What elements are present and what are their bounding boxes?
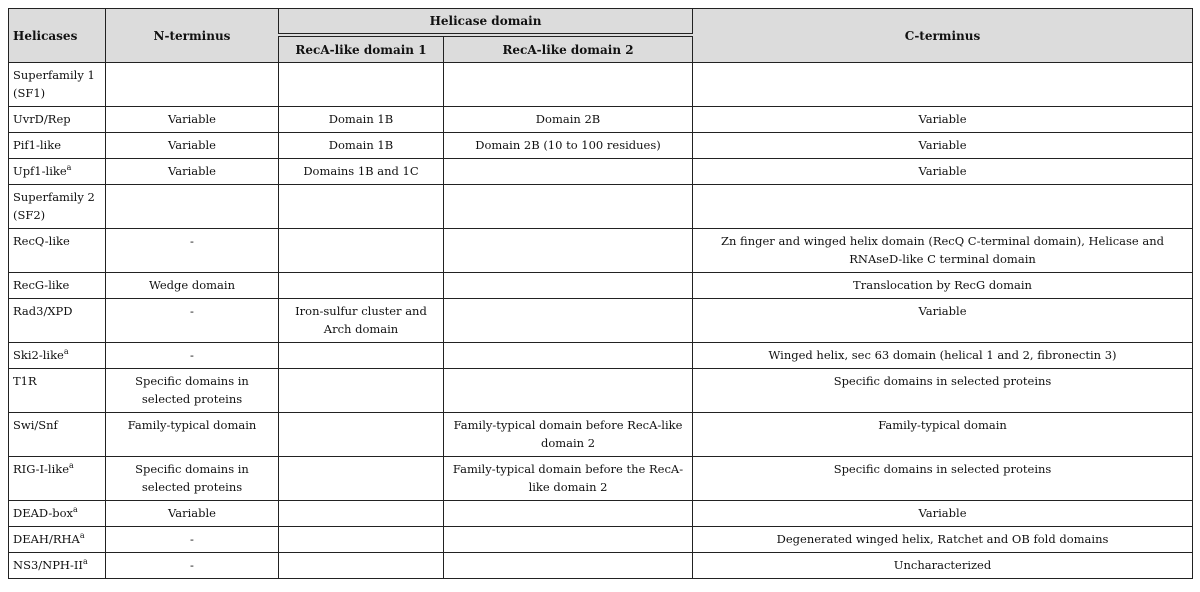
c-terminus-cell: Specific domains in selected proteins bbox=[693, 457, 1193, 501]
n-terminus-cell: Variable bbox=[106, 133, 279, 159]
reca-domain-1-cell bbox=[279, 369, 444, 413]
table-row bbox=[9, 185, 1193, 229]
c-terminus-cell: Variable bbox=[693, 299, 1193, 343]
helicase-name: RIG-I-like bbox=[13, 462, 70, 476]
reca-domain-2-cell bbox=[444, 343, 693, 369]
n-terminus-cell: - bbox=[106, 229, 279, 273]
n-terminus-cell: - bbox=[106, 343, 279, 369]
helicase-name: Rad3/XPD bbox=[13, 304, 73, 318]
n-terminus-cell: Variable bbox=[106, 501, 279, 527]
reca-domain-1-cell bbox=[279, 185, 444, 229]
helicase-name: RecG-like bbox=[13, 278, 70, 292]
reca-domain-2-cell bbox=[444, 369, 693, 413]
n-terminus-cell: Variable bbox=[106, 159, 279, 185]
helicase-domain-table bbox=[8, 8, 1193, 579]
reca-domain-2-cell bbox=[444, 159, 693, 185]
reca-domain-1-cell: Domain 1B bbox=[279, 107, 444, 133]
reca-domain-2-cell bbox=[444, 229, 693, 273]
header-reca-domain-1: RecA-like domain 1 bbox=[279, 35, 444, 63]
helicase-name-cell bbox=[9, 343, 106, 369]
n-terminus-cell: Family-typical domain bbox=[106, 413, 279, 457]
header-helicase-domain: Helicase domain bbox=[279, 9, 693, 36]
c-terminus-cell: Family-typical domain bbox=[693, 413, 1193, 457]
helicase-name-cell bbox=[9, 159, 106, 185]
reca-domain-1-cell bbox=[279, 501, 444, 527]
reca-domain-2-cell bbox=[444, 63, 693, 107]
table-row bbox=[9, 273, 1193, 299]
table-row bbox=[9, 159, 1193, 185]
helicase-name-cell bbox=[9, 185, 106, 229]
table-row bbox=[9, 107, 1193, 133]
helicase-name-cell bbox=[9, 369, 106, 413]
reca-domain-1-cell bbox=[279, 553, 444, 579]
reca-domain-2-cell bbox=[444, 299, 693, 343]
reca-domain-1-cell bbox=[279, 229, 444, 273]
c-terminus-cell: Variable bbox=[693, 501, 1193, 527]
helicase-name-cell bbox=[9, 413, 106, 457]
helicase-name-cell bbox=[9, 553, 106, 579]
footnote-marker: a bbox=[73, 505, 78, 515]
table-row bbox=[9, 501, 1193, 527]
reca-domain-1-cell bbox=[279, 527, 444, 553]
helicase-name-cell bbox=[9, 133, 106, 159]
header-c-terminus: C-terminus bbox=[693, 9, 1193, 63]
n-terminus-cell bbox=[106, 63, 279, 107]
header-helicases: Helicases bbox=[9, 9, 106, 63]
n-terminus-cell: Variable bbox=[106, 107, 279, 133]
table-row bbox=[9, 553, 1193, 579]
c-terminus-cell bbox=[693, 185, 1193, 229]
helicase-name: Swi/Snf bbox=[13, 418, 58, 432]
reca-domain-1-cell: Domains 1B and 1C bbox=[279, 159, 444, 185]
helicase-name-cell bbox=[9, 107, 106, 133]
helicase-name: Upf1-like bbox=[13, 164, 67, 178]
reca-domain-2-cell bbox=[444, 527, 693, 553]
footnote-marker: a bbox=[82, 557, 88, 567]
helicase-name-cell bbox=[9, 63, 106, 107]
helicase-name: Superfamily 2 (SF2) bbox=[13, 190, 95, 222]
c-terminus-cell: Specific domains in selected proteins bbox=[693, 369, 1193, 413]
helicase-name-cell bbox=[9, 527, 106, 553]
n-terminus-cell: - bbox=[106, 299, 279, 343]
reca-domain-2-cell: Family-typical domain before RecA-like domain 2 bbox=[444, 413, 693, 457]
n-terminus-cell: Wedge domain bbox=[106, 273, 279, 299]
reca-domain-1-cell bbox=[279, 457, 444, 501]
reca-domain-1-cell: Iron-sulfur cluster and Arch domain bbox=[279, 299, 444, 343]
reca-domain-1-cell bbox=[279, 63, 444, 107]
table-row bbox=[9, 229, 1193, 273]
c-terminus-cell: Variable bbox=[693, 159, 1193, 185]
table-row bbox=[9, 133, 1193, 159]
c-terminus-cell: Translocation by RecG domain bbox=[693, 273, 1193, 299]
table-row bbox=[9, 63, 1193, 107]
helicase-name-cell bbox=[9, 299, 106, 343]
helicase-name-cell bbox=[9, 229, 106, 273]
c-terminus-cell bbox=[693, 63, 1193, 107]
footnote-marker: a bbox=[69, 461, 74, 471]
n-terminus-cell: - bbox=[106, 527, 279, 553]
helicase-name-cell bbox=[9, 501, 106, 527]
helicase-name: RecQ-like bbox=[13, 234, 70, 248]
reca-domain-2-cell: Domain 2B (10 to 100 residues) bbox=[444, 133, 693, 159]
table-row bbox=[9, 343, 1193, 369]
c-terminus-cell: Winged helix, sec 63 domain (helical 1 and 2, fibronectin 3) bbox=[693, 343, 1193, 369]
reca-domain-2-cell bbox=[444, 273, 693, 299]
header-row-top bbox=[9, 9, 1193, 36]
reca-domain-2-cell bbox=[444, 553, 693, 579]
table-row bbox=[9, 299, 1193, 343]
c-terminus-cell: Zn finger and winged helix domain (RecQ C-terminal domain), Helicase and RNAseD-like C terminal domain bbox=[693, 229, 1193, 273]
header-n-terminus: N-terminus bbox=[106, 9, 279, 63]
helicase-name: Superfamily 1 (SF1) bbox=[13, 68, 95, 100]
n-terminus-cell bbox=[106, 185, 279, 229]
footnote-marker: a bbox=[79, 531, 85, 541]
helicase-name: UvrD/Rep bbox=[13, 112, 71, 126]
helicase-name: Ski2-like bbox=[13, 348, 64, 362]
n-terminus-cell: Specific domains in selected proteins bbox=[106, 369, 279, 413]
table-row bbox=[9, 457, 1193, 501]
table-row bbox=[9, 413, 1193, 457]
reca-domain-1-cell bbox=[279, 413, 444, 457]
helicase-name: T1R bbox=[13, 374, 37, 388]
header-reca-domain-2: RecA-like domain 2 bbox=[444, 35, 693, 63]
c-terminus-cell: Degenerated winged helix, Ratchet and OB fold domains bbox=[693, 527, 1193, 553]
footnote-marker: a bbox=[66, 163, 72, 173]
n-terminus-cell: Specific domains in selected proteins bbox=[106, 457, 279, 501]
reca-domain-2-cell: Family-typical domain before the RecA-like domain 2 bbox=[444, 457, 693, 501]
reca-domain-1-cell bbox=[279, 343, 444, 369]
c-terminus-cell: Variable bbox=[693, 107, 1193, 133]
reca-domain-2-cell: Domain 2B bbox=[444, 107, 693, 133]
helicase-name-cell bbox=[9, 457, 106, 501]
reca-domain-2-cell bbox=[444, 501, 693, 527]
helicase-name: DEAD-box bbox=[13, 506, 74, 520]
footnote-marker: a bbox=[63, 347, 69, 357]
helicase-name: DEAH/RHA bbox=[13, 532, 80, 546]
c-terminus-cell: Variable bbox=[693, 133, 1193, 159]
table-body bbox=[9, 63, 1193, 579]
table-row bbox=[9, 527, 1193, 553]
table-row bbox=[9, 369, 1193, 413]
helicase-name: NS3/NPH-II bbox=[13, 558, 83, 572]
reca-domain-1-cell bbox=[279, 273, 444, 299]
helicase-name-cell bbox=[9, 273, 106, 299]
reca-domain-2-cell bbox=[444, 185, 693, 229]
n-terminus-cell: - bbox=[106, 553, 279, 579]
helicase-name: Pif1-like bbox=[13, 138, 62, 152]
c-terminus-cell: Uncharacterized bbox=[693, 553, 1193, 579]
reca-domain-1-cell: Domain 1B bbox=[279, 133, 444, 159]
